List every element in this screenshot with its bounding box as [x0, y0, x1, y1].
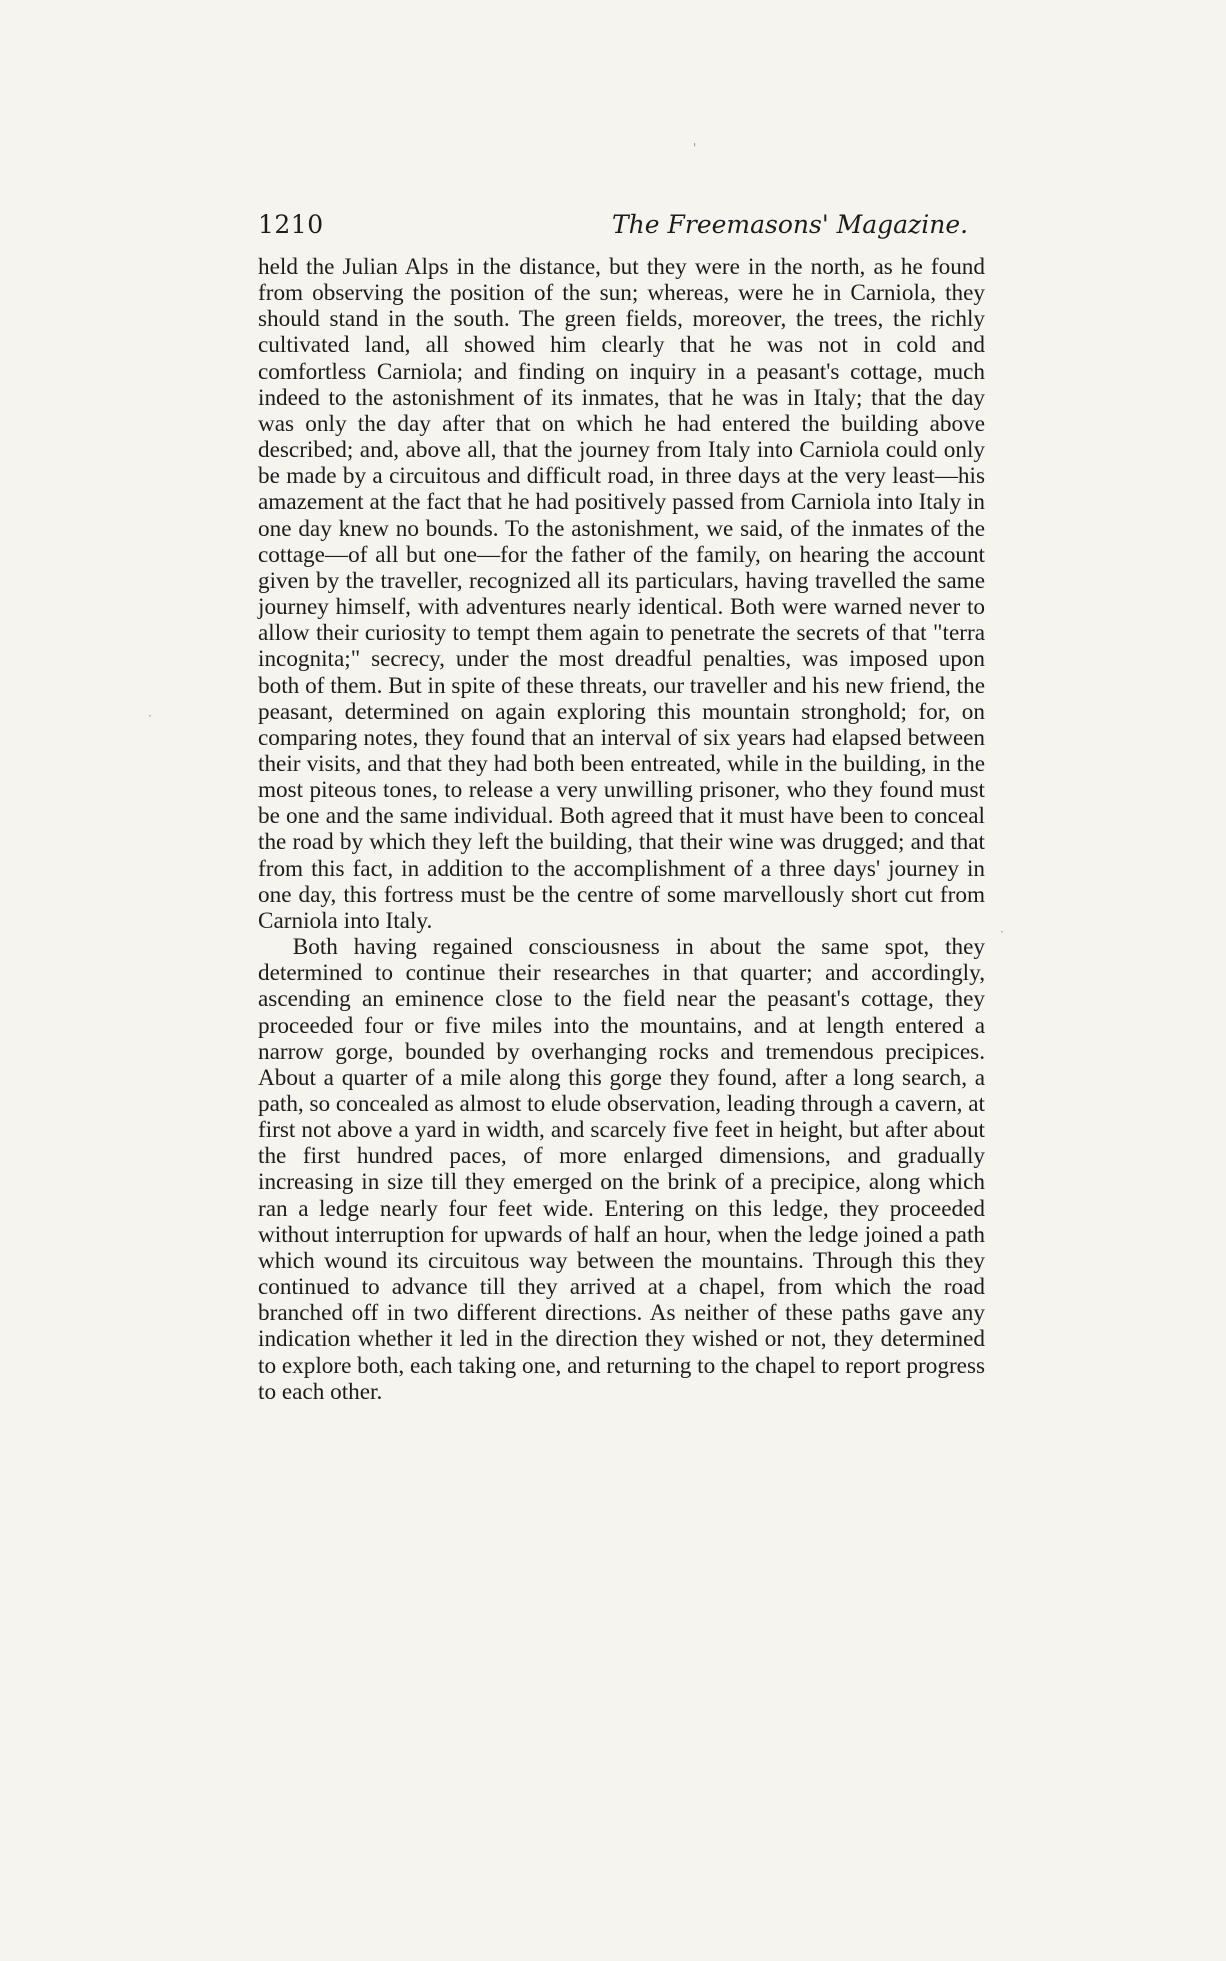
- page-number: 1210: [258, 210, 324, 239]
- margin-speck: ·: [1000, 925, 1004, 939]
- margin-speck: ': [693, 141, 697, 155]
- paragraph-1: held the Julian Alps in the distance, but they were in the north, as he found from observing the position of the sun; whereas, were he in Carniola, they should stand in the south. The green fields, moreover, the trees, the richly cultivated land, all showed him clearly that he was not in cold and comfortless Carniola; and finding on inquiry in a peasant's cottage, much indeed to the astonishment of its inmates, that he was in Italy; that the day was only the day after that on which he had entered the building above described; and, above all, that the journey from Italy into Carniola could only be made by a circuitous and difficult road, in three days at the very least—his amazement at the fact that he had positively passed from Carniola into Italy in one day knew no bounds. To the astonishment, we said, of the inmates of the cottage—of all but one—for the father of the family, on hearing the account given by the traveller, recognized all its particulars, having travelled the same journey himself, with adventures nearly identical. Both were warned never to allow their curiosity to tempt them again to penetrate the secrets of that "terra incognita;" secrecy, under the most dreadful penalties, was imposed upon both of them. But in spite of these threats, our traveller and his new friend, the peasant, determined on again exploring this mountain stronghold; for, on comparing notes, they found that an interval of six years had elapsed between their visits, and that they had both been entreated, while in the building, in the most piteous tones, to release a very unwilling prisoner, who they found must be one and the same individual. Both agreed that it must have been to conceal the road by which they left the building, that their wine was drugged; and that from this fact, in addition to the accomplishment of a three days' journey in one day, this fortress must be the centre of some marvellously short cut from Carniola into Italy.: [258, 254, 985, 934]
- running-title: The Freemasons' Magazine.: [612, 210, 969, 239]
- page-header: [258, 210, 985, 246]
- margin-speck: ·: [148, 709, 152, 723]
- article-body: [258, 254, 985, 1405]
- paragraph-2: Both having regained consciousness in about the same spot, they determined to continue their researches in that quarter; and accordingly, ascending an eminence close to the field near the peasant's cottage, they proceeded four or five miles into the mountains, and at length entered a narrow gorge, bounded by overhanging rocks and tremendous precipices. About a quarter of a mile along this gorge they found, after a long search, a path, so concealed as almost to elude observation, leading through a cavern, at first not above a yard in width, and scarcely five feet in height, but after about the first hundred paces, of more enlarged dimensions, and gradually increasing in size till they emerged on the brink of a precipice, along which ran a ledge nearly four feet wide. Entering on this ledge, they proceeded without interruption for upwards of half an hour, when the ledge joined a path which wound its circuitous way between the mountains. Through this they continued to advance till they arrived at a chapel, from which the road branched off in two different directions. As neither of these paths gave any indication whether it led in the direction they wished or not, they determined to explore both, each taking one, and returning to the chapel to report progress to each other.: [258, 934, 985, 1405]
